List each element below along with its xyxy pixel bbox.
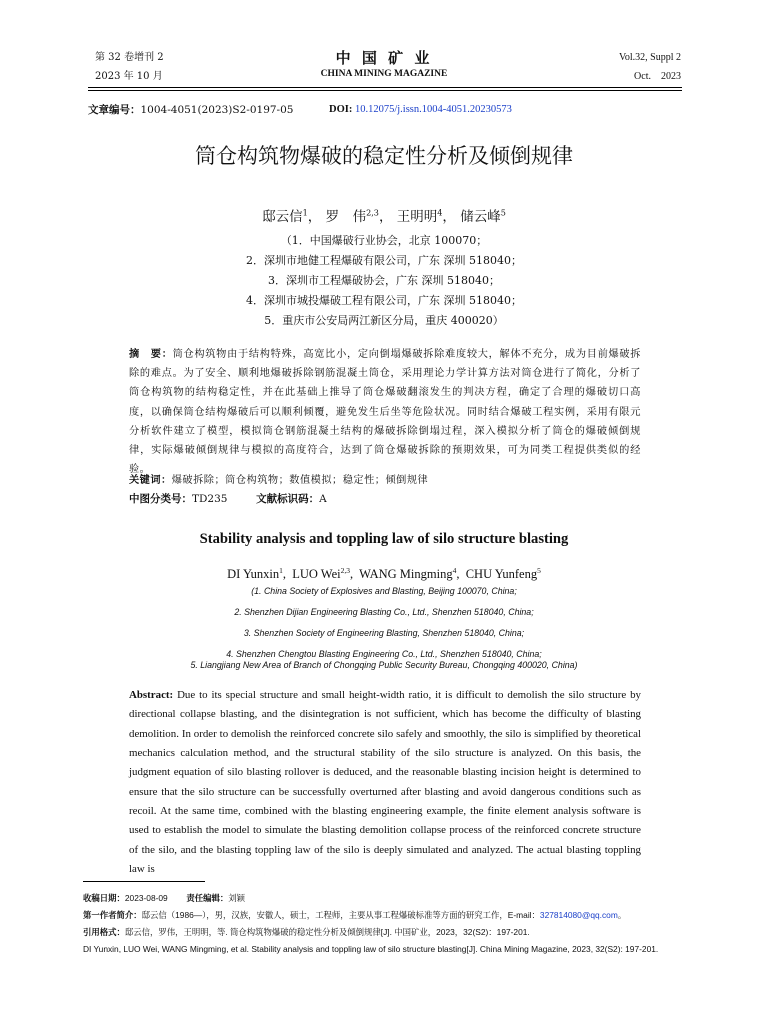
clc-label: 中图分类号： [129, 493, 192, 505]
doi-link[interactable]: 10.12075/j.issn.1004-4051.20230573 [354, 104, 512, 115]
abstract-en-text: Due to its special structure and small height-width ratio, it is difficult to demolish the silo structure by directional collapse blasting, and the disintegration is not sufficient, which has become the difficulty of blasting demolition. In order to demolish the reinforced concrete silo safely and smoothly, the silo is simplified by theoretical mechanics calculation method, and the structural stability of the silo structure is analyzed. On this basis, the judgment equation of silo blasting rollover is deduced, and the reasonable blasting incision height is determined to ensure that the silo structure can be successfully overturned after blasting and avoid dangerous conditions such as recoil. At the same time, combined with the blasting engineering example, the finite element analysis software is used to establish the model to simulate the blasting demolition collapse process of the reinforced concrete structure of the silo, and the blasting toppling law of the silo is deeply simulated and analyzed. The actual blasting toppling law is [129, 689, 641, 876]
article-number-label: 文章编号： [88, 104, 141, 116]
footnote-rule [83, 881, 205, 882]
author-en: CHU Yunfeng$^5$ [465, 565, 541, 581]
editor-value: 刘颖 [228, 893, 245, 903]
article-number-value: 1004-4051(2023)S2-0197-05 [140, 104, 294, 116]
clc-value: TD235 [192, 493, 228, 505]
author-cn: 储云峰$^5$ [460, 207, 506, 225]
abstract-cn [129, 345, 641, 476]
affiliation-cn: 2．深圳市地健工程爆破有限公司，广东 深圳 518040； [246, 254, 522, 267]
citation-en: DI Yunxin, LUO Wei, WANG Mingming, et al. Stability analysis and toppling law of silo structure blasting[J]. China Mining Magazine, 2023, 32(S2): 197-201. [83, 944, 659, 954]
volume-issue-cn: 第 32 卷增刊 2 [95, 52, 164, 63]
doc-code-value: A [319, 493, 327, 505]
affiliation-en: 4. Shenzhen Chengtou Blasting Engineering Co., Ltd., Shenzhen 518040, China; [226, 649, 542, 659]
title-en: Stability analysis and toppling law of silo structure blasting [199, 531, 569, 547]
journal-name-en: CHINA MINING MAGAZINE [320, 69, 448, 79]
abstract-en [129, 686, 641, 882]
classification-line [129, 490, 641, 509]
affiliation-en: 5. Liangjiang New Area of Branch of Chongqing Public Security Bureau, Chongqing 400020, China) [190, 660, 578, 670]
received-line [83, 890, 688, 907]
author-en: WANG Mingming$^4$ [359, 565, 457, 581]
abstract-cn-label: 摘 要： [129, 348, 173, 360]
abstract-en-label: Abstract: [129, 689, 174, 701]
first-author-text: 邸云信（1986—），男，汉族，安徽人，硕士，工程师，主要从事工程爆破标准等方面的研究工作，E-mail： [141, 910, 540, 920]
author-cn: 邸云信$^1$ [262, 207, 308, 225]
abstract-cn-text: 筒仓构筑物由于结构特殊，高宽比小，定向倒塌爆破拆除难度较大，解体不充分，成为目前爆破拆除的难点。为了安全、顺利地爆破拆除钢筋混凝土筒仓，采用理论力学计算方法对筒仓进行了简化，分析了筒仓构筑物的结构稳定性，并在此基础上推导了筒仓爆破翻滚发生的判决方程，确定了合理的爆破切口高度，以确保筒仓结构爆破后可以顺利倾覆，避免发生后坐等危险状况。同时结合爆破工程实例，采用有限元分析软件建立了模型，模拟筒仓钢筋混凝土结构的爆破拆除倒塌过程，深入模拟分析了筒仓的爆破倾倒规律，实际爆破倾倒规律与模拟的高度符合，达到了筒仓爆破拆除的预期效果，可为同类工程提供类似的经验。 [129, 349, 641, 476]
received-value: 2023-08-09 [124, 893, 168, 903]
affiliation-cn: 3．深圳市工程爆破协会，广东 深圳 518040； [268, 274, 500, 287]
title-cn: 筒仓构筑物爆破的稳定性分析及倾倒规律 [195, 144, 573, 168]
author-en: DI Yunxin$^1$ [227, 565, 283, 581]
citation-label: 引用格式： [83, 927, 125, 937]
keywords-cn-text: 爆破拆除；筒仓构筑物；数值模拟；稳定性；倾倒规律 [171, 475, 429, 486]
doi-line [329, 102, 512, 118]
keywords-cn-label: 关键词： [129, 474, 172, 486]
editor-label: 责任编辑： [186, 893, 229, 903]
author-en: LUO Wei$^{2,3}$ [292, 565, 351, 581]
first-author-label: 第一作者简介： [83, 910, 142, 920]
affiliation-cn: （1．中国爆破行业协会，北京 100070； [280, 234, 488, 247]
header-rule [88, 87, 682, 88]
author-email-link[interactable]: 327814080@qq.com [539, 910, 618, 920]
citation-cn: 邸云信，罗伟，王明明，等. 筒仓构筑物爆破的稳定性分析及倾倒规律[J]. 中国矿业，2023，32(S2)：197-201. [124, 927, 530, 937]
affiliation-cn: 4．深圳市城投爆破工程有限公司，广东 深圳 518040； [246, 294, 522, 307]
affiliation-en: 2. Shenzhen Dijian Engineering Blasting Co., Ltd., Shenzhen 518040, China; [234, 607, 534, 617]
doi-label: DOI: [329, 104, 353, 115]
author-cn: 罗 伟$^{2,3}$ [325, 207, 379, 225]
keywords-cn [129, 471, 641, 490]
date-cn: 2023 年 10 月 [95, 71, 163, 82]
journal-name-cn: 中 国 矿 业 [335, 49, 433, 67]
header-rule-thin [88, 90, 682, 91]
authors-en: DI Yunxin$^1$, LUO Wei$^{2,3}$, WANG Mingming$^4$, CHU Yunfeng$^5$ [227, 565, 541, 581]
citation-cn-line [83, 924, 688, 941]
authors-cn: 邸云信$^1$， 罗 伟$^{2,3}$， 王明明$^4$， 储云峰$^5$ [262, 207, 506, 225]
author-cn: 王明明$^4$ [396, 207, 443, 225]
article-number-line [88, 102, 293, 118]
affiliation-en: 3. Shenzhen Society of Engineering Blasting, Shenzhen 518040, China; [243, 628, 525, 638]
doc-code-label: 文献标识码： [256, 493, 320, 505]
affiliation-cn: 5．重庆市公安局两江新区分局，重庆 400020） [264, 314, 504, 327]
date-en: Oct. 2023 [634, 71, 681, 82]
volume-issue-en: Vol.32, Suppl 2 [618, 52, 681, 63]
first-author-line: 第一作者简介：邸云信（1986—），男，汉族，安徽人，硕士，工程师，主要从事工程爆破标准等方面的研究工作，E-mail：327814080@qq.com。 [83, 910, 627, 920]
received-label: 收稿日期： [83, 893, 125, 903]
affiliation-en: (1. China Society of Explosives and Blasting, Beijing 100070, China; [251, 586, 517, 596]
